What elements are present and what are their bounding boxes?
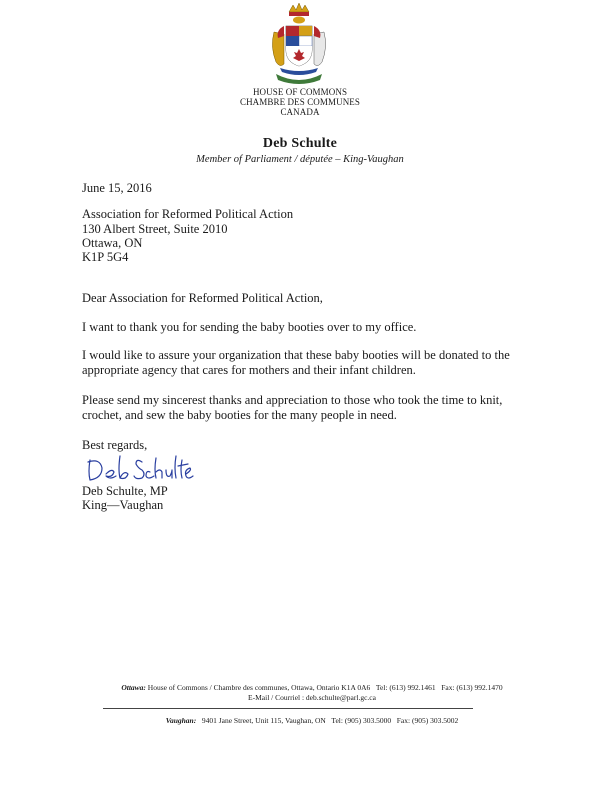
recipient-street: 130 Albert Street, Suite 2010: [82, 222, 228, 236]
coat-of-arms-icon: [266, 2, 332, 86]
footer-divider: [103, 708, 473, 709]
footer-vaughan-tel: Tel: (905) 303.5000: [331, 716, 392, 725]
footer-vaughan: [12, 716, 600, 725]
mp-role: Member of Parliament / députée – King-Vaughan: [196, 154, 404, 165]
signer-riding: King—Vaughan: [82, 498, 164, 512]
house-name-fr: CHAMBRE DES COMMUNES: [239, 97, 361, 107]
body-paragraph: I would like to assure your organization that these baby booties will be donated to the appropriate agency that cares for mothers and their infant children.: [82, 348, 510, 377]
salutation: Dear Association for Reformed Political Action,: [82, 291, 323, 305]
footer-ottawa-tel: Tel: (613) 992.1461: [375, 683, 436, 692]
footer-vaughan-label: Vaughan:: [165, 716, 197, 725]
footer-ottawa: [12, 683, 600, 692]
recipient-postal-code: K1P 5G4: [82, 250, 129, 264]
body-paragraph: I want to thank you for sending the baby booties over to my office.: [82, 320, 417, 334]
body-paragraph: Please send my sincerest thanks and appreciation to those who took the time to knit, crochet, and sew the baby booties for the many people in need.: [82, 393, 503, 422]
footer-vaughan-fax: Fax: (905) 303.5002: [396, 716, 459, 725]
signer-name: Deb Schulte, MP: [82, 484, 168, 498]
recipient-city: Ottawa, ON: [82, 236, 143, 250]
letter-date: June 15, 2016: [82, 181, 152, 195]
footer-email: E-Mail / Courriel : deb.schulte@parl.gc.ca: [248, 693, 376, 702]
footer-vaughan-address: 9401 Jane Street, Unit 115, Vaughan, ON: [201, 716, 326, 725]
mp-name: Deb Schulte: [262, 136, 338, 151]
house-name-en: HOUSE OF COMMONS: [252, 87, 348, 97]
country-name: CANADA: [280, 107, 320, 117]
recipient-organization: Association for Reformed Political Action: [82, 207, 294, 221]
footer-ottawa-label: Ottawa:: [121, 683, 146, 692]
footer-ottawa-address: House of Commons / Chambre des communes, Ottawa, Ontario K1A 0A6: [147, 683, 371, 692]
handwritten-signature: [84, 452, 194, 484]
closing: Best regards,: [82, 438, 148, 452]
footer-ottawa-fax: Fax: (613) 992.1470: [441, 683, 503, 692]
